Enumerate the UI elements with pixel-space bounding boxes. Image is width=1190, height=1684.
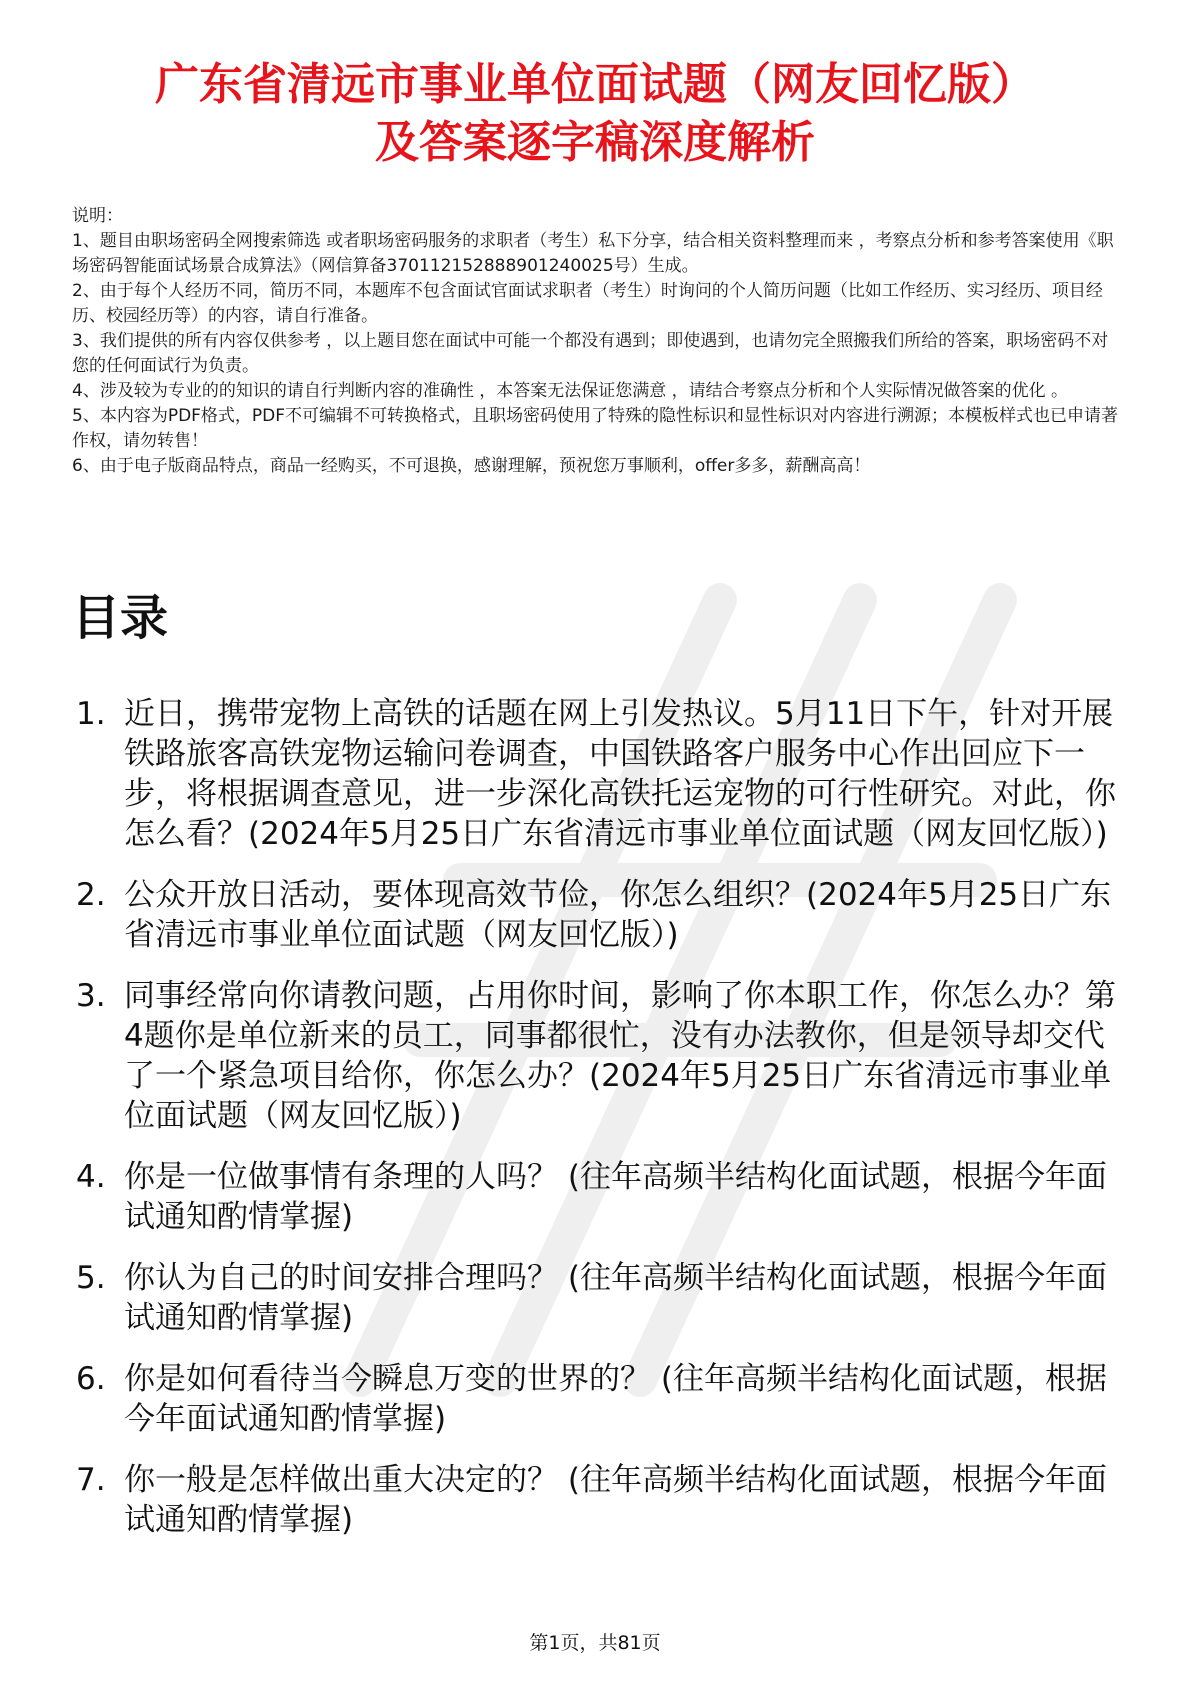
toc-item-number: 4. bbox=[76, 1159, 106, 1195]
toc-item[interactable] bbox=[72, 1258, 1132, 1338]
toc-item[interactable] bbox=[72, 694, 1132, 854]
notes-item: 5、本内容为PDF格式，PDF不可编辑不可转换格式，且职场密码使用了特殊的隐性标识和显性标识对内容进行溯源；本模板样式也已申请著作权，请勿转售！ bbox=[72, 406, 1119, 451]
document-title-line-2: 及答案逐字稿深度解析 bbox=[375, 117, 815, 168]
toc-item-text: 你是一位做事情有条理的人吗？ (往年高频半结构化面试题，根据今年面试通知酌情掌握) bbox=[124, 1159, 1107, 1235]
toc-item-number: 6. bbox=[76, 1361, 106, 1397]
notes-item: 3、我们提供的所有内容仅供参考 ，以上题目您在面试中可能一个都没有遇到；即使遇到，也请勿完全照搬我们所给的答案，职场密码不对您的任何面试行为负责。 bbox=[72, 331, 1109, 376]
notes-item: 6、由于电子版商品特点，商品一经购买，不可退换，感谢理解，预祝您万事顺利，offer多多，薪酬高高！ bbox=[72, 456, 871, 476]
toc-item-text: 近日，携带宠物上高铁的话题在网上引发热议。5月11日下午，针对开展铁路旅客高铁宠物运输问卷调查，中国铁路客户服务中心作出回应下一步，将根据调查意见，进一步深化高铁托运宠物的可行性研究。对此，你怎么看？(2024年5月25日广东省清远市事业单位面试题（网友回忆版）) bbox=[124, 696, 1116, 852]
toc-item-text: 你一般是怎样做出重大决定的？ (往年高频半结构化面试题，根据今年面试通知酌情掌握) bbox=[124, 1462, 1107, 1538]
notes-item: 2、由于每个人经历不同，简历不同，本题库不包含面试官面试求职者（考生）时询问的个人简历问题（比如工作经历、实习经历、项目经历、校园经历等）的内容，请自行准备。 bbox=[72, 281, 1103, 326]
toc-item[interactable] bbox=[72, 875, 1132, 955]
toc-item-text: 同事经常向你请教问题，占用你时间，影响了你本职工作，你怎么办？第4题你是单位新来的员工，同事都很忙，没有办法教你，但是领导却交代了一个紧急项目给你，你怎么办？(2024年5月25日广东省清远市事业单位面试题（网友回忆版）) bbox=[124, 978, 1116, 1134]
toc-item-text: 公众开放日活动，要体现高效节俭，你怎么组织？(2024年5月25日广东省清远市事业单位面试题（网友回忆版）) bbox=[124, 877, 1112, 953]
toc-item[interactable] bbox=[72, 1460, 1132, 1540]
notes-item: 1、题目由职场密码全网搜索筛选 或者职场密码服务的求职者（考生）私下分享，结合相关资料整理而来 ，考察点分析和参考答案使用《职场密码智能面试场景合成算法》（网信算备370112152888901240025号）生成。 bbox=[72, 231, 1114, 276]
notes-item: 4、涉及较为专业的的知识的请自行判断内容的准确性 ，本答案无法保证您满意 ，请结合考察点分析和个人实际情况做答案的优化 。 bbox=[72, 381, 1069, 401]
toc-item-number: 7. bbox=[76, 1462, 106, 1498]
toc-item-number: 1. bbox=[76, 696, 106, 732]
toc-item[interactable] bbox=[72, 976, 1132, 1136]
page-footer: 第1页，共81页 bbox=[529, 1632, 661, 1654]
toc-list bbox=[72, 694, 1132, 1561]
notes-section bbox=[72, 204, 1122, 479]
toc-item-text: 你认为自己的时间安排合理吗？ (往年高频半结构化面试题，根据今年面试通知酌情掌握) bbox=[124, 1260, 1107, 1336]
toc-item-number: 3. bbox=[76, 978, 106, 1014]
toc-item-number: 2. bbox=[76, 877, 106, 913]
toc-item-number: 5. bbox=[76, 1260, 106, 1296]
toc-item-text: 你是如何看待当今瞬息万变的世界的？ (往年高频半结构化面试题，根据今年面试通知酌情掌握) bbox=[124, 1361, 1107, 1437]
toc-item[interactable] bbox=[72, 1157, 1132, 1237]
notes-heading: 说明： bbox=[72, 206, 123, 226]
toc-heading: 目录 bbox=[72, 590, 169, 646]
toc-item[interactable] bbox=[72, 1359, 1132, 1439]
document-title-line-1: 广东省清远市事业单位面试题（网友回忆版） bbox=[155, 59, 1035, 110]
